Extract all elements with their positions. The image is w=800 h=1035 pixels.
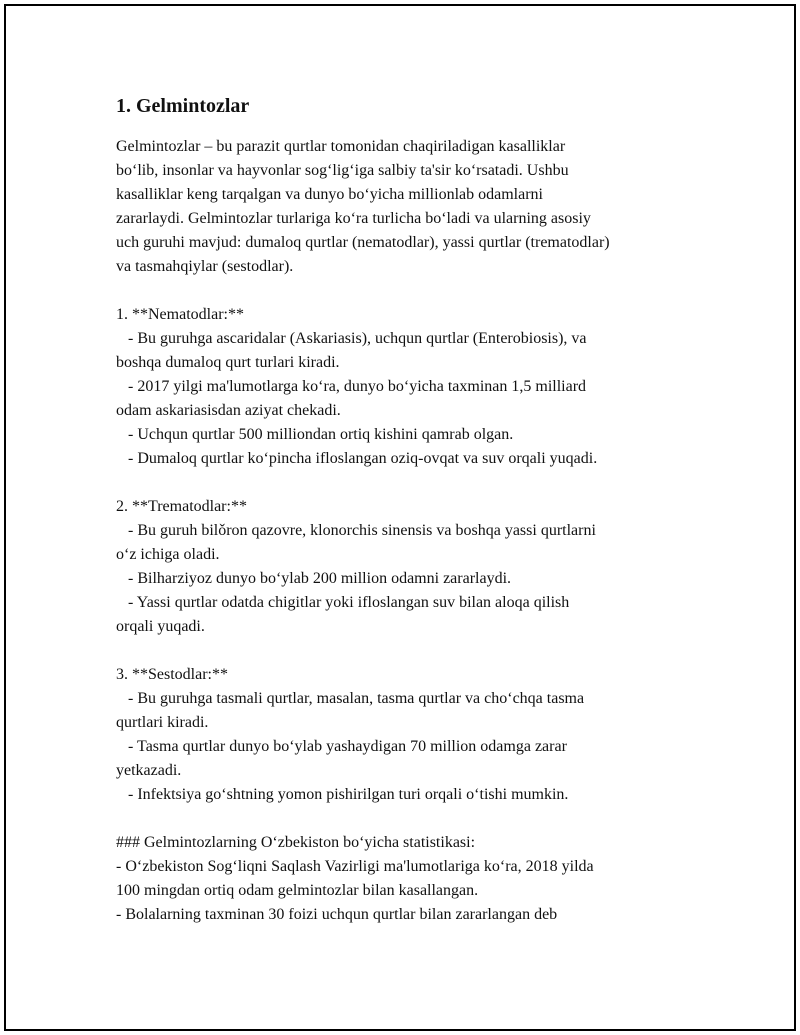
text-line: - Uchqun qurtlar 500 milliondan ortiq kishini qamrab olgan. [116,426,514,443]
paragraph-gap [116,807,696,831]
text-line: bo‘lib, insonlar va hayvonlar sog‘lig‘iga salbiy ta'sir ko‘rsatadi. Ushbu [116,162,569,179]
text-line: qurtlari kiradi. [116,714,209,731]
trematodes-section [116,495,696,639]
text-line: yetkazadi. [116,762,182,779]
statistics-section [116,831,696,927]
cestodes-section [116,663,696,807]
text-line: - Infektsiya go‘shtning yomon pishirilgan turi orqali o‘tishi mumkin. [116,786,569,803]
text-line: - O‘zbekiston Sog‘liqni Saqlash Vazirligi ma'lumotlariga ko‘ra, 2018 yilda [116,858,594,875]
section-heading: 1. Gelmintozlar [116,95,250,117]
text-line: zararlaydi. Gelmintozlar turlariga ko‘ra turlicha bo‘ladi va ularning asosiy [116,210,591,227]
text-line: - Tasma qurtlar dunyo bo‘ylab yashaydigan 70 million odamga zarar [116,738,567,755]
paragraph-gap [116,471,696,495]
text-line: orqali yuqadi. [116,618,205,635]
text-line: va tasmahqiylar (sestodlar). [116,258,294,275]
paragraph-gap [116,639,696,663]
text-line: - 2017 yilgi ma'lumotlarga ko‘ra, dunyo bo‘yicha taxminan 1,5 milliard [116,378,587,395]
text-line: 100 mingdan ortiq odam gelmintozlar bilan kasallangan. [116,882,479,899]
text-line: uch guruhi mavjud: dumaloq qurtlar (nematodlar), yassi qurtlar (trematodlar) [116,234,610,251]
text-line: boshqa dumaloq qurt turlari kiradi. [116,354,340,371]
paragraph-gap [116,279,696,303]
text-line: - Bolalarning taxminan 30 foizi uchqun qurtlar bilan zararlangan deb [116,906,558,923]
text-line: 3. **Sestodlar:** [116,666,228,683]
text-line: kasalliklar keng tarqalgan va dunyo bo‘yicha millionlab odamlarni [116,186,543,203]
text-line: - Yassi qurtlar odatda chigitlar yoki ifloslangan suv bilan aloqa qilish [116,594,570,611]
text-line: - Bu guruh bilǒron qazovre, klonorchis sinensis va boshqa yassi qurtlarni [116,522,596,539]
text-line: - Bu guruhga ascaridalar (Askariasis), uchqun qurtlar (Enterobiosis), va [116,330,587,347]
text-line: 1. **Nematodlar:** [116,306,244,323]
text-line: - Bilharziyoz dunyo bo‘ylab 200 million odamni zararlaydi. [116,570,512,587]
document-body [116,92,696,927]
text-line: - Bu guruhga tasmali qurtlar, masalan, tasma qurtlar va cho‘chqa tasma [116,690,585,707]
text-line: Gelmintozlar – bu parazit qurtlar tomonidan chaqiriladigan kasalliklar [116,138,566,155]
nematodes-section [116,303,696,471]
text-line: ### Gelmintozlarning O‘zbekiston bo‘yicha statistikasi: [116,834,476,851]
intro-paragraph [116,135,696,279]
text-line: o‘z ichiga oladi. [116,546,220,563]
text-line: - Dumaloq qurtlar ko‘pincha ifloslangan oziq-ovqat va suv orqali yuqadi. [116,450,598,467]
text-line: odam askariasisdan aziyat chekadi. [116,402,341,419]
text-line: 2. **Trematodlar:** [116,498,247,515]
